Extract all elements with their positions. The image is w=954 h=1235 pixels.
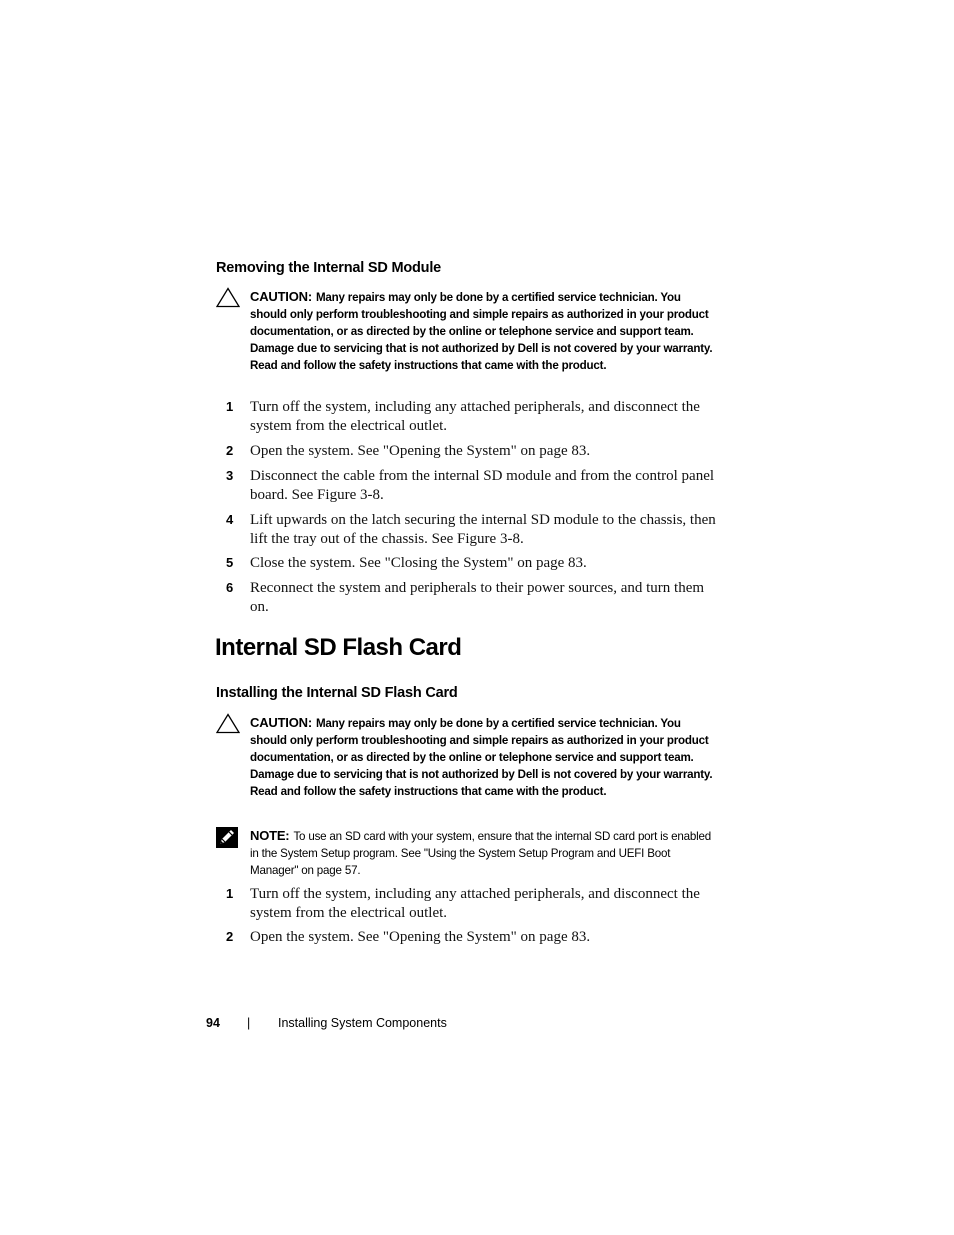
caution-notice-1 [216,287,716,397]
note-notice [216,826,716,882]
step-text: Reconnect the system and peripherals to their power sources, and turn them on. [250,580,705,615]
caution-text: Many repairs may only be done by a certified service technician. You should only perform troubleshooting and simple repairs as authorized in your product documentation, or as directed by the online or telephone service and support team. Damage due to servicing that is not authorized by Dell is not covered by your warranty. Read and follow the safety instructions that came with the product. [250,291,713,373]
step-text: Open the system. See "Opening the System" on page 83. [250,929,591,945]
footer-section-title: Installing System Components [278,1016,447,1030]
page-title: Internal SD Flash Card [215,634,462,661]
step-text: Open the system. See "Opening the System" on page 83. [250,443,591,459]
section-heading-installing: Installing the Internal SD Flash Card [216,685,458,701]
caution-notice-2 [216,713,716,823]
step-number: 5 [226,555,234,570]
step-number: 2 [226,929,234,944]
note-pencil-icon [216,827,238,853]
section-heading-removing: Removing the Internal SD Module [216,260,442,276]
step-number: 6 [226,580,234,595]
caution-label: CAUTION: [250,715,312,730]
step-number: 1 [226,399,234,414]
note-label: NOTE: [250,828,290,843]
caution-text: Many repairs may only be done by a certified service technician. You should only perform troubleshooting and simple repairs as authorized in your product documentation, or as directed by the online or telephone service and support team. Damage due to servicing that is not authorized by Dell is not covered by your warranty. Read and follow the safety instructions that came with the product. [250,717,713,799]
step-number: 1 [226,886,234,901]
page-number: 94 [206,1016,220,1030]
step-text: Lift upwards on the latch securing the internal SD module to the chassis, then lift the tray out of the chassis. See Figure 3-8. [250,512,716,547]
step-number: 2 [226,443,234,458]
step-text: Disconnect the cable from the internal SD module and from the control panel board. See Figure 3-8. [250,468,715,503]
note-text: To use an SD card with your system, ensure that the internal SD card port is enabled in the System Setup program. See "Using the System Setup Program and UEFI Boot Manager" on page 57. [250,830,711,878]
step-number: 3 [226,468,234,483]
step-text: Turn off the system, including any attached peripherals, and disconnect the system from the electrical outlet. [250,886,700,921]
caution-triangle-icon [216,713,240,739]
step-text: Turn off the system, including any attached peripherals, and disconnect the system from the electrical outlet. [250,399,700,434]
step-text: Close the system. See "Closing the System" on page 83. [250,555,587,571]
step-number: 4 [226,512,234,527]
footer-separator: | [247,1016,251,1030]
caution-triangle-icon [216,287,240,313]
caution-label: CAUTION: [250,289,312,304]
